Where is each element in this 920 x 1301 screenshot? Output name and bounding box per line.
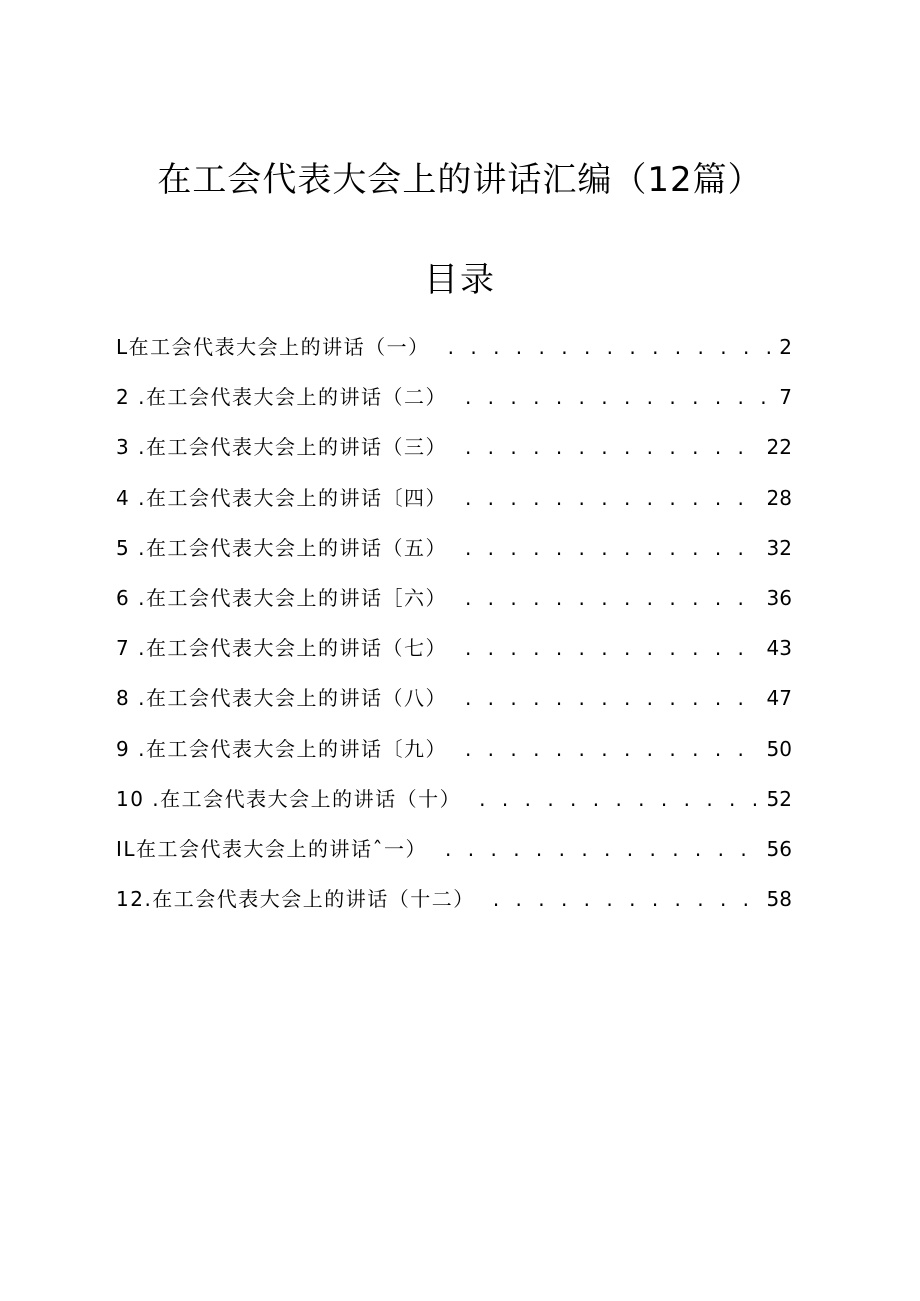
toc-entry-4[interactable] xyxy=(116,483,792,533)
toc-dot-leader xyxy=(493,884,761,914)
toc-page-number: 58 xyxy=(766,887,792,912)
toc-page-number: 47 xyxy=(766,686,792,711)
toc-entry-title: 4 .在工会代表大会上的讲话〔四） xyxy=(116,485,447,510)
toc-entry-title: 3 .在工会代表大会上的讲话（三） xyxy=(116,435,447,460)
toc-page-number: 32 xyxy=(766,535,792,560)
toc-dot-leader xyxy=(479,784,760,814)
toc-entry-6[interactable] xyxy=(116,583,792,633)
toc-entry-title: IL在工会代表大会上的讲话ˆ一） xyxy=(116,836,428,861)
toc-entry-11[interactable] xyxy=(116,834,792,884)
toc-entry-title: 8 .在工会代表大会上的讲话（八） xyxy=(116,686,447,711)
toc-dot-leader xyxy=(465,583,761,613)
toc-dot-leader xyxy=(465,432,761,462)
toc-dot-leader xyxy=(465,734,761,764)
toc-entry-title: 10 .在工会代表大会上的讲话（十） xyxy=(116,786,462,811)
toc-page-number: 43 xyxy=(766,636,792,661)
toc-entry-10[interactable] xyxy=(116,784,792,834)
toc-entry-title: 6 .在工会代表大会上的讲话［六） xyxy=(116,585,447,610)
toc-entry-title: 2 .在工会代表大会上的讲话（二） xyxy=(116,385,447,410)
toc-page-number: 50 xyxy=(766,736,792,761)
toc-entry-title: L在工会代表大会上的讲话（一） xyxy=(116,335,430,359)
toc-entry-2[interactable] xyxy=(116,382,792,432)
toc-entry-5[interactable] xyxy=(116,533,792,583)
toc-page-number: 28 xyxy=(766,485,792,510)
toc-dot-leader xyxy=(448,332,774,362)
toc-entry-12[interactable] xyxy=(116,884,792,934)
toc-entry-title: 9 .在工会代表大会上的讲话〔九） xyxy=(116,736,447,761)
toc-page-number: 36 xyxy=(766,585,792,610)
toc-entry-9[interactable] xyxy=(116,734,792,784)
toc-dot-leader xyxy=(445,834,761,864)
toc-dot-leader xyxy=(465,483,761,513)
toc-page-number: 2 xyxy=(779,335,792,359)
toc-entry-title: 7 .在工会代表大会上的讲话（七） xyxy=(116,636,447,661)
toc-page-number: 7 xyxy=(779,385,792,410)
toc-entry-title: 5 .在工会代表大会上的讲话（五） xyxy=(116,535,447,560)
table-of-contents xyxy=(116,332,792,934)
toc-heading: 目录 xyxy=(424,260,496,300)
toc-dot-leader xyxy=(465,382,773,412)
toc-entry-title: 12.在工会代表大会上的讲话（十二） xyxy=(116,887,475,912)
toc-entry-7[interactable] xyxy=(116,633,792,683)
toc-dot-leader xyxy=(465,683,761,713)
toc-dot-leader xyxy=(465,533,761,563)
toc-page-number: 56 xyxy=(766,836,792,861)
toc-page-number: 52 xyxy=(766,786,792,811)
document-title: 在工会代表大会上的讲话汇编（12篇） xyxy=(157,160,763,200)
toc-entry-3[interactable] xyxy=(116,432,792,482)
toc-page-number: 22 xyxy=(766,435,792,460)
toc-entry-8[interactable] xyxy=(116,683,792,733)
toc-entry-1[interactable] xyxy=(116,332,792,382)
toc-dot-leader xyxy=(465,633,761,663)
